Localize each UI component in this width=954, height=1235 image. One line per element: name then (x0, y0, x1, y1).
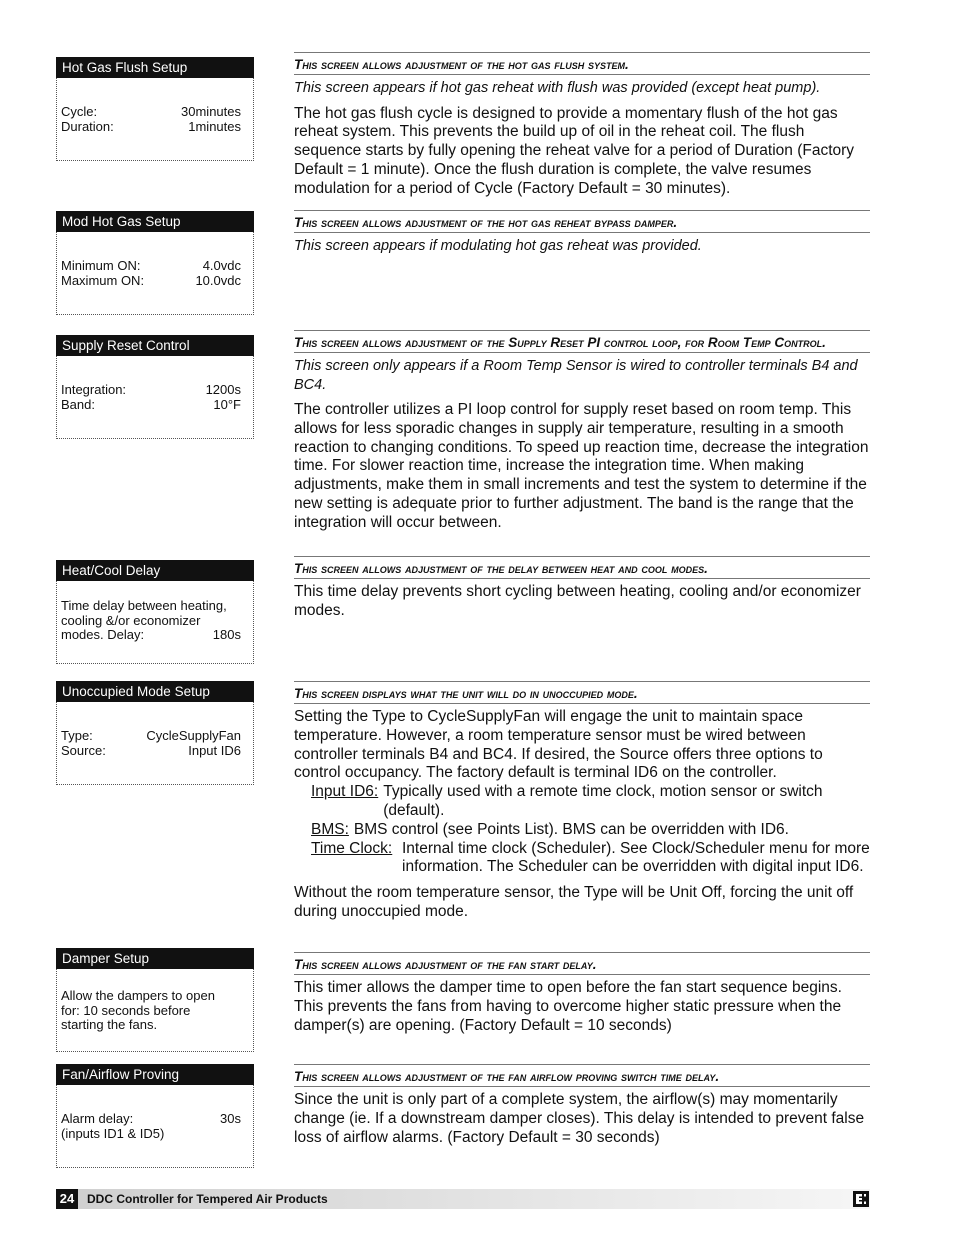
section-body: This timer allows the damper time to open before the fan start sequence begins. This prevents the fans from having to overcome higher static pressure when the damper(s) are opening. (Factory Default = 10 seconds) (294, 979, 842, 1034)
screen-body: Time delay between heating, cooling &/or economizer modes. Delay: 180s (56, 581, 254, 664)
screen-row: Type: CycleSupplyFan (61, 728, 241, 743)
screen-row: Duration: 1minutes (61, 118, 241, 134)
section-heading: This screen allows adjustment of the delay between heat and cool modes. (294, 556, 870, 579)
screen-unoccupied-mode-setup (56, 681, 254, 785)
section-body: The controller utilizes a PI loop control for supply reset based on room temp. This allows for less sporadic changes in supply air temperature, resulting in a smooth reaction to changing conditions. To speed up reaction time, decrease the integration time. For slower reaction time, increase the integration time. When making adjustments, make them in small increments and test the system to determine if the new setting is adequate prior to further adjustment. The band is the range that the integration will occur between. (294, 401, 869, 531)
section-body: Since the unit is only part of a complete system, the airflow(s) may momentarily change (ie. If a downstream damper closes). This delay is intended to prevent false loss of airflow alarms. (Factory Default = 30 seconds) (294, 1091, 865, 1146)
section-supply-reset (294, 330, 870, 533)
screen-body (56, 356, 254, 439)
section-note: This screen appears if hot gas reheat with flush was provided (except heat pump). (294, 80, 821, 96)
screen-body (56, 78, 254, 161)
section-heat-cool-delay (294, 556, 870, 621)
screen-supply-reset-control (56, 335, 254, 439)
screen-mod-hot-gas-setup (56, 211, 254, 315)
section-body: This time delay prevents short cycling between heating, cooling and/or economizer modes. (294, 583, 861, 619)
section-damper-setup (294, 952, 870, 1035)
screen-title: Supply Reset Control (56, 335, 254, 356)
screen-body: Alarm delay: 30s (inputs ID1 & ID5) (56, 1085, 254, 1168)
section-unoccupied-mode (294, 681, 870, 922)
section-mod-hot-gas (294, 210, 870, 256)
section-heading: This screen allows adjustment of the hot gas flush system. (294, 52, 870, 75)
option-input-id6: Input ID6: Typically used with a remote time clock, motion sensor or switch (default). (311, 783, 823, 819)
section-fan-airflow-proving (294, 1064, 870, 1147)
screen-title: Mod Hot Gas Setup (56, 211, 254, 232)
screen-row: Band: 10°F (61, 396, 241, 412)
screen-body: Allow the dampers to open for: 10 seconds before starting the fans. (56, 969, 254, 1052)
option-time-clock: Time Clock: Internal time clock (Scheduler). See Clock/Scheduler menu for more information. The Scheduler can be overridden with digital input ID6. (311, 839, 870, 876)
section-note: This screen only appears if a Room Temp Sensor is wired to controller terminals B4 and BC4. (294, 358, 858, 393)
brand-logo-icon (852, 1190, 870, 1208)
section-heading: This screen displays what the unit will do in unoccupied mode. (294, 681, 870, 704)
screen-row: Integration: 1200s (61, 382, 241, 397)
screen-title: Fan/Airflow Proving (56, 1064, 254, 1085)
section-heading: This screen allows adjustment of the hot gas reheat bypass damper. (294, 210, 870, 233)
screen-fan-airflow-proving (56, 1064, 254, 1168)
screen-title: Hot Gas Flush Setup (56, 57, 254, 78)
screen-body (56, 232, 254, 315)
screen-title: Heat/Cool Delay (56, 560, 254, 581)
section-heading: This screen allows adjustment of the fan start delay. (294, 952, 870, 975)
screen-title: Damper Setup (56, 948, 254, 969)
section-body-2: Without the room temperature sensor, the Type will be Unit Off, forcing the unit off during unoccupied mode. (294, 884, 854, 920)
screen-body (56, 702, 254, 785)
page-number: 24 (56, 1189, 78, 1209)
screen-row: Minimum ON: 4.0vdc (61, 258, 241, 273)
section-heading: This screen allows adjustment of the fan airflow proving switch time delay. (294, 1064, 870, 1087)
screen-row: Source: Input ID6 (61, 742, 241, 758)
footer-title: DDC Controller for Tempered Air Products (87, 1192, 328, 1206)
screen-row: Cycle: 30minutes (61, 104, 241, 119)
screen-damper-setup (56, 948, 254, 1052)
page-footer (56, 1189, 870, 1209)
screen-hot-gas-flush-setup (56, 57, 254, 161)
section-note: This screen appears if modulating hot gas reheat was provided. (294, 238, 702, 254)
section-heading: This screen allows adjustment of the Supply Reset PI control loop, for Room Temp Control. (294, 330, 870, 353)
screen-row: Maximum ON: 10.0vdc (61, 272, 241, 288)
screen-row: modes. Delay: 180s (61, 627, 241, 642)
screen-title: Unoccupied Mode Setup (56, 681, 254, 702)
section-body: The hot gas flush cycle is designed to provide a momentary flush of the hot gas reheat system. This prevents the build up of oil in the reheat coil. The flush sequence starts by fully opening the reheat valve for a period of Duration (Factory Default = 1 minute). Once the flush duration is complete, the valve resumes modulation for a period of Cycle (Factory Default = 30 minutes). (294, 104, 855, 197)
screen-row: Alarm delay: 30s (61, 1111, 241, 1126)
option-bms: BMS: BMS control (see Points List). BMS can be overridden with ID6. (311, 820, 789, 838)
section-body: Setting the Type to CycleSupplyFan will engage the unit to maintain space temperature. However, a room temperature sensor must be wired between controller terminals B4 and BC4. If desired, the Source offers three options to control occupancy. The factory default is terminal ID6 on the controller. (294, 708, 823, 782)
section-hot-gas-flush (294, 52, 870, 198)
screen-heat-cool-delay (56, 560, 254, 664)
